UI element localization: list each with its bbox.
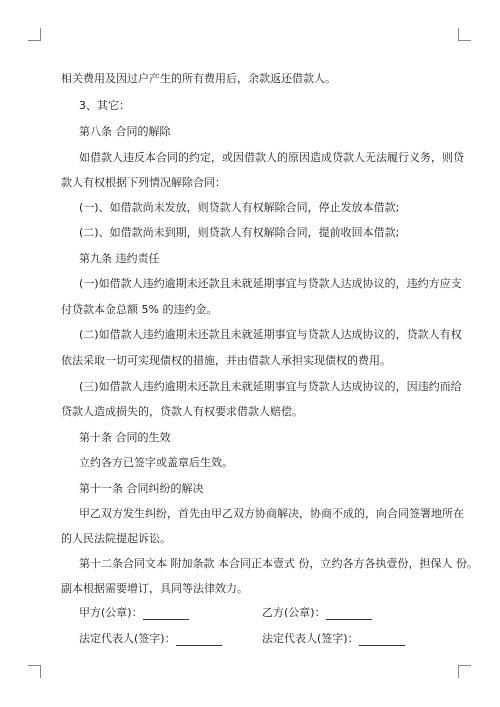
text-line: 立约各方已签字或盖章后生效。	[79, 456, 233, 469]
text-line: (一)如借款人违约逾期未还款且未就延期事宜与贷款人达成协议的，违约方应支	[79, 277, 462, 290]
text-line: (一)、如借款尚未发放，则贷款人有权解除合同，停止发放本借款;	[79, 201, 400, 214]
signature-blank	[359, 634, 405, 646]
section-heading: 3、其它：	[79, 99, 130, 112]
signature-blank	[326, 608, 372, 620]
text-line: (二)如借款人违约逾期未还款且未就延期事宜与贷款人达成协议的，贷款人有权	[79, 328, 462, 341]
signature-rep-b	[262, 632, 405, 646]
text-line: 贷款人造成损失的，贷款人有权要求借款人赔偿。	[61, 405, 303, 418]
signature-blank	[176, 634, 222, 646]
text-line: 相关费用及因过户产生的所有费用后，余款返还借款人。	[61, 72, 336, 85]
signature-label: 甲方(公章)：	[79, 606, 143, 619]
signature-blank	[143, 608, 189, 620]
text-line: 依法采取一切可实现债权的措施，并由借款人承担实现债权的费用。	[61, 354, 391, 367]
text-line: (三)如借款人违约逾期未还款且未就延期事宜与贷款人达成协议的，因违约而给	[79, 380, 462, 393]
crop-mark-top-right	[458, 28, 471, 41]
crop-mark-bottom-left	[28, 665, 41, 678]
article-heading: 第八条 合同的解除	[79, 125, 171, 138]
text-line: 的人民法院提起诉讼。	[61, 532, 171, 545]
signature-label: 乙方(公章)：	[262, 606, 326, 619]
text-line: 第十二条合同文本 附加条款 本合同正本壹式 份，立约各方各执壹份，担保人 份。	[79, 557, 478, 570]
text-line: 如借款人违反本合同的约定，或因借款人的原因造成贷款人无法履行义务，则贷	[79, 151, 464, 164]
signature-party-b	[262, 606, 372, 620]
text-line: 副本根据需要增订，具同等法律效力。	[61, 582, 248, 595]
text-line: 款人有权根据下列情况解除合同：	[61, 176, 226, 189]
article-heading: 第十一条 合同纠纷的解决	[79, 482, 204, 495]
crop-mark-bottom-right	[458, 665, 471, 678]
article-heading: 第十条 合同的生效	[79, 431, 171, 444]
article-heading: 第九条 违约责任	[79, 252, 160, 265]
signature-rep-a	[79, 632, 222, 646]
crop-mark-top-left	[28, 28, 41, 41]
text-line: (二)、如借款尚未到期，则贷款人有权解除合同，提前收回本借款;	[79, 226, 400, 239]
signature-label: 法定代表人(签字)：	[262, 632, 359, 645]
text-line: 甲乙双方发生纠纷，首先由甲乙双方协商解决，协商不成的，向合同签署地所在	[79, 507, 464, 520]
signature-label: 法定代表人(签字)：	[79, 632, 176, 645]
signature-party-a	[79, 606, 189, 620]
text-line: 付贷款本金总额 5% 的违约金。	[61, 303, 218, 316]
